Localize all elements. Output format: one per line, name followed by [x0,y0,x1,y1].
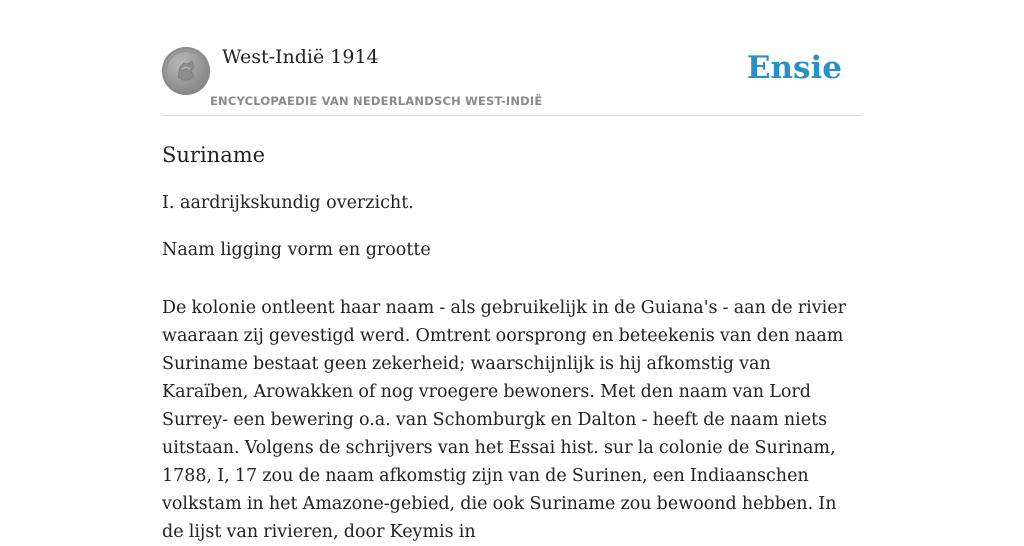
ensie-logo-link[interactable]: Ensie [746,50,842,86]
article-body-paragraph: De kolonie ontleent haar naam - als gebruikelijk in de Guiana's - aan de rivier waaraan zij gevestigd werd. Omtrent oorsprong en beteekenis van den naam Suriname bestaat geen zekerheid; waarschijnlijk is hij afkomstig van Karaïben, Arowakken of nog vroegere bewoners. Met den naam van Lord Surrey- een bewering o.a. van Schomburgk en Dalton - heeft de naam niets uitstaan. Volgens de schrijvers van het Essai hist. sur la colonie de Surinam, 1788, I, 17 zou de naam afkomstig zijn van de Surinen, een Indiaanschen volkstam in het Amazone-gebied, die ook Suriname zou bewoond hebben. In de lijst van rivieren, door Keymis in [162,298,846,542]
coin-emblem-icon[interactable] [162,47,210,95]
site-header [162,40,862,116]
article-content [162,140,862,546]
section-heading: I. aardrijkskundig overzicht. [162,193,414,213]
article-title: Suriname [162,143,266,167]
book-title[interactable]: West-Indië 1914 [222,46,379,68]
subsection-heading: Naam ligging vorm en grootte [162,240,431,260]
book-subtitle: ENCYCLOPAEDIE VAN NEDERLANDSCH WEST-INDIË [210,94,543,108]
